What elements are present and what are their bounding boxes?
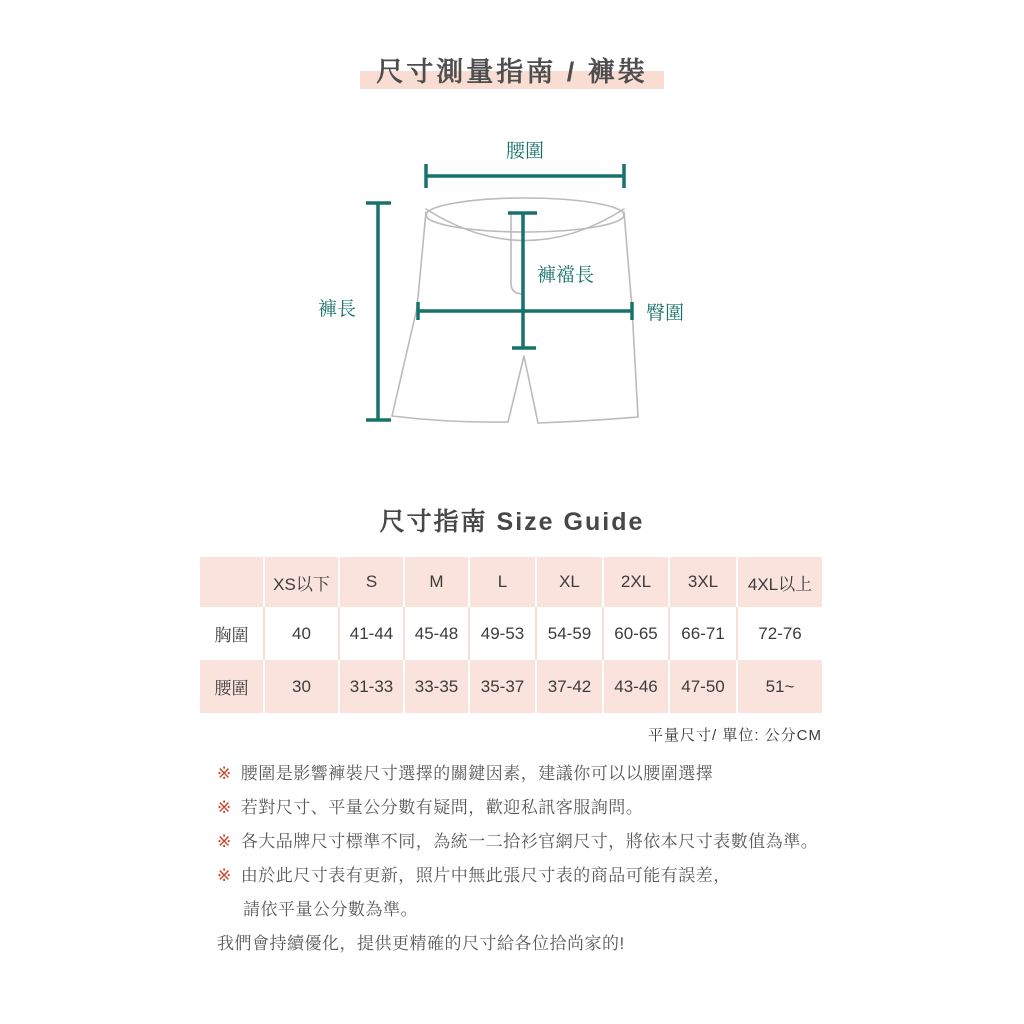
col-header-s: S: [340, 557, 405, 607]
waist-label: 腰圍: [505, 141, 545, 162]
col-header-2xl: 2XL: [604, 557, 670, 607]
chest-l: 49-53: [470, 607, 537, 660]
col-header-l: L: [470, 557, 537, 607]
reference-mark-icon: ※: [217, 866, 232, 885]
section-title: 尺寸指南 Size Guide: [379, 508, 645, 536]
waist-measure-line: [426, 164, 624, 188]
waist-m: 33-35: [405, 660, 470, 713]
note-text: 腰圍是影響褲裝尺寸選擇的關鍵因素，建議你可以以腰圍選擇: [240, 764, 714, 783]
waist-s: 31-33: [340, 660, 405, 713]
fly-seam: [511, 214, 523, 294]
left-outer-edge: [392, 212, 426, 416]
right-hem: [538, 417, 638, 423]
chest-xl: 54-59: [537, 607, 604, 660]
note-text: 由於此尺寸表有更新，照片中無此張尺寸表的商品可能有誤差，: [240, 866, 731, 885]
note-item: [217, 865, 818, 886]
waist-3xl: 47-50: [670, 660, 738, 713]
note-item: [217, 831, 818, 852]
row-label-waist: 腰圍: [200, 660, 265, 713]
length-label: 褲長: [317, 299, 356, 320]
note-item: [217, 763, 818, 784]
reference-mark-icon: ※: [217, 832, 232, 851]
size-table: [200, 557, 822, 713]
col-header-3xl: 3XL: [670, 557, 738, 607]
chest-xs: 40: [265, 607, 340, 660]
waist-xs: 30: [265, 660, 340, 713]
reference-mark-icon: ※: [217, 798, 232, 817]
crotch-measure-line: [508, 213, 537, 348]
table-corner-cell: [200, 557, 265, 607]
col-header-xl: XL: [537, 557, 604, 607]
note-continuation: 請依平量公分數為準。: [243, 900, 418, 919]
hip-measure-line: [418, 302, 632, 320]
chest-m: 45-48: [405, 607, 470, 660]
note-item: [217, 797, 818, 818]
row-label-chest: 胸圍: [200, 607, 265, 660]
shorts-measure-diagram: [0, 0, 1024, 470]
col-header-m: M: [405, 557, 470, 607]
col-header-4xl: 4XL以上: [738, 557, 822, 607]
notes-section: [217, 763, 818, 954]
col-header-xs: XS以下: [265, 557, 340, 607]
length-measure-line: [366, 203, 391, 420]
note-text: 若對尺寸、平量公分數有疑問，歡迎私訊客服詢問。: [240, 798, 644, 817]
closing-note: 我們會持續優化，提供更精確的尺寸給各位拾尚家的!: [217, 934, 625, 953]
waist-l: 35-37: [470, 660, 537, 713]
waist-xl: 37-42: [537, 660, 604, 713]
waistband-top-ellipse: [426, 198, 624, 232]
inner-leg-edges: [508, 356, 538, 423]
crotch-label: 褲襠長: [537, 265, 595, 286]
left-hem: [392, 416, 508, 422]
note-text: 各大品牌尺寸標準不同，為統一二拾衫官網尺寸，將依本尺寸表數值為準。: [240, 832, 819, 851]
unit-note: 平量尺寸/ 單位: 公分CM: [648, 727, 822, 744]
waist-4xl: 51~: [738, 660, 822, 713]
waist-2xl: 43-46: [604, 660, 670, 713]
chest-2xl: 60-65: [604, 607, 670, 660]
hip-label: 臀圍: [646, 303, 685, 324]
page-title: 尺寸測量指南 / 褲裝: [360, 50, 664, 89]
chest-4xl: 72-76: [738, 607, 822, 660]
reference-mark-icon: ※: [217, 764, 232, 783]
chest-s: 41-44: [340, 607, 405, 660]
chest-3xl: 66-71: [670, 607, 738, 660]
